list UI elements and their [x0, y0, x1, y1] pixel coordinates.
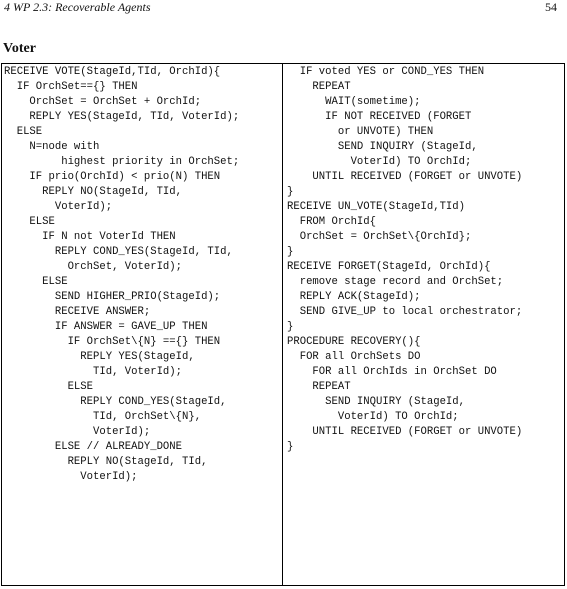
- code-line: PROCEDURE RECOVERY(){: [287, 336, 421, 348]
- running-header: 4 WP 2.3: Recoverable Agents: [4, 0, 151, 14]
- code-line: ELSE // ALREADY_DONE: [4, 441, 183, 453]
- code-line: RECEIVE FORGET(StageId, OrchId){: [287, 261, 491, 273]
- code-line: VoterId);: [4, 426, 151, 438]
- code-line: REPLY NO(StageId, TId,: [4, 186, 183, 198]
- code-line: UNTIL RECEIVED (FORGET or UNVOTE): [287, 426, 523, 438]
- code-line: or UNVOTE) THEN: [287, 126, 434, 138]
- code-line: REPLY YES(StageId, TId, VoterId);: [4, 111, 240, 123]
- code-line: RECEIVE VOTE(StageId,TId, OrchId){: [4, 66, 221, 78]
- code-line: IF OrchSet=={} THEN: [4, 81, 138, 93]
- code-line: VoterId);: [4, 201, 113, 213]
- code-line: SEND GIVE_UP to local orchestrator;: [287, 306, 523, 318]
- page-number: 54: [545, 0, 557, 14]
- code-line: REPLY COND_YES(StageId, TId,: [4, 246, 233, 258]
- code-line: REPEAT: [287, 81, 351, 93]
- code-line: VoterId) TO OrchId;: [287, 156, 472, 168]
- code-line: SEND INQUIRY (StageId,: [287, 396, 466, 408]
- code-line: REPLY COND_YES(StageId,: [4, 396, 227, 408]
- code-line: OrchSet = OrchSet\{OrchId};: [287, 231, 472, 243]
- code-line: IF ANSWER = GAVE_UP THEN: [4, 321, 208, 333]
- code-line: ELSE: [4, 381, 94, 393]
- code-line: IF N not VoterId THEN: [4, 231, 176, 243]
- code-line: REPEAT: [287, 381, 351, 393]
- page-header: [0, 0, 567, 16]
- code-line: ELSE: [4, 216, 55, 228]
- code-line: REPLY ACK(StageId);: [287, 291, 421, 303]
- code-line: }: [287, 246, 294, 258]
- column-divider: [282, 63, 283, 586]
- code-line: N=node with: [4, 141, 100, 153]
- code-line: UNTIL RECEIVED (FORGET or UNVOTE): [287, 171, 523, 183]
- code-line: }: [287, 321, 294, 333]
- code-line: TId, OrchSet\{N},: [4, 411, 202, 423]
- code-line: remove stage record and OrchSet;: [287, 276, 504, 288]
- code-line: }: [287, 441, 294, 453]
- code-line: REPLY NO(StageId, TId,: [4, 456, 208, 468]
- code-line: IF prio(OrchId) < prio(N) THEN: [4, 171, 221, 183]
- code-line: IF voted YES or COND_YES THEN: [287, 66, 485, 78]
- code-line: FOR all OrchSets DO: [287, 351, 421, 363]
- code-line: ELSE: [4, 126, 43, 138]
- code-line: VoterId) TO OrchId;: [287, 411, 459, 423]
- code-line: RECEIVE UN_VOTE(StageId,TId): [287, 201, 466, 213]
- code-line: highest priority in OrchSet;: [4, 156, 240, 168]
- code-line: RECEIVE ANSWER;: [4, 306, 151, 318]
- left-code-column: [4, 65, 239, 485]
- right-code-column: [287, 65, 522, 455]
- code-line: VoterId);: [4, 471, 138, 483]
- code-line: SEND INQUIRY (StageId,: [287, 141, 478, 153]
- code-line: IF OrchSet\{N} =={} THEN: [4, 336, 221, 348]
- code-line: WAIT(sometime);: [287, 96, 421, 108]
- code-line: }: [287, 186, 294, 198]
- code-line: ELSE: [4, 276, 68, 288]
- code-line: FROM OrchId{: [287, 216, 377, 228]
- code-line: TId, VoterId);: [4, 366, 183, 378]
- code-line: OrchSet, VoterId);: [4, 261, 183, 273]
- code-line: SEND HIGHER_PRIO(StageId);: [4, 291, 221, 303]
- code-line: OrchSet = OrchSet + OrchId;: [4, 96, 202, 108]
- section-title: Voter: [3, 41, 36, 56]
- code-line: REPLY YES(StageId,: [4, 351, 195, 363]
- code-line: FOR all OrchIds in OrchSet DO: [287, 366, 497, 378]
- code-line: IF NOT RECEIVED (FORGET: [287, 111, 472, 123]
